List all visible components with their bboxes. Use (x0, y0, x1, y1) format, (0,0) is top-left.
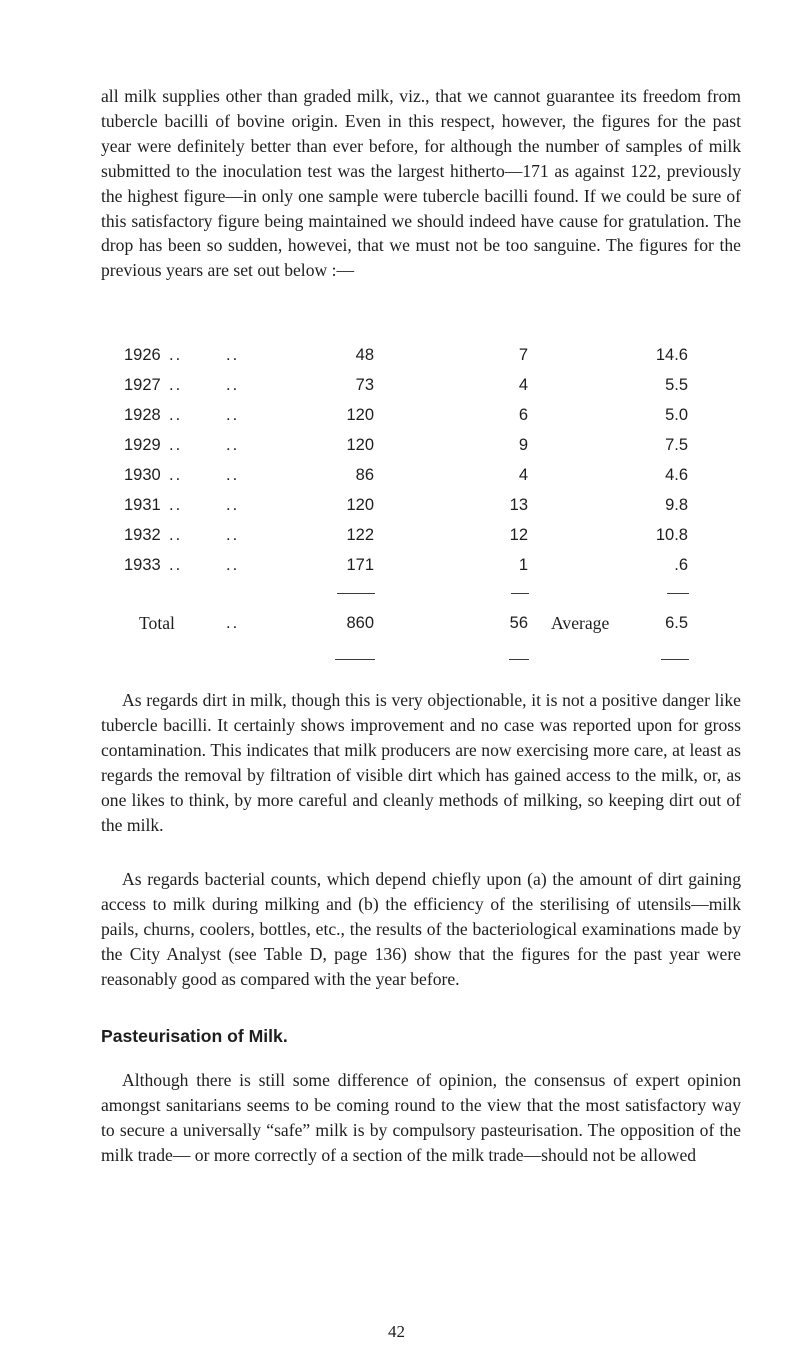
leader-dots: .. (226, 526, 240, 544)
leader-dots: .. (169, 376, 183, 394)
found-cell: 13 (509, 496, 528, 514)
tubercle-samples-table (0, 344, 800, 674)
leader-dots: .. (226, 346, 240, 364)
total-label: Total (139, 613, 175, 633)
leader-dots: .. (169, 406, 183, 424)
sum-rule (335, 659, 375, 660)
samples-cell: 120 (346, 406, 374, 424)
found-cell: 1 (518, 556, 528, 574)
samples-cell: 86 (355, 466, 374, 484)
found-cell: 6 (518, 406, 528, 424)
table-row (0, 434, 800, 456)
percent-cell: 14.6 (655, 346, 688, 364)
found-cell: 12 (509, 526, 528, 544)
year-cell: 1929 (124, 436, 161, 454)
page-number: 42 (388, 1322, 405, 1341)
total-samples: 860 (346, 614, 374, 632)
percent-cell: 4.6 (665, 466, 688, 484)
leader-dots: .. (169, 436, 183, 454)
paragraph-tubercle-bacilli: all milk supplies other than graded milk, viz., that we cannot guarantee its freedom from tubercle bacilli of bovine origin. Even in this respect, however, the figures for the past year were definitely better than ever before, for although the number of samples of milk submitted to the inoculation test was the largest hitherto—171 as against 122, previously the highest figure—in only one sample were tubercle bacilli found. If we could be sure of this satisfactory figure being maintained we should indeed have cause for gratulation. The drop has been so sudden, howevei, that we must not be too sanguine. The figures for the previous years are set out below :— (101, 86, 741, 281)
average-percent: 6.5 (665, 614, 688, 632)
sum-rule (667, 593, 689, 594)
percent-cell: 5.5 (665, 376, 688, 394)
sum-rule (337, 593, 375, 594)
leader-dots: .. (226, 466, 240, 484)
leader-dots: .. (226, 436, 240, 454)
samples-cell: 122 (346, 526, 374, 544)
year-cell: 1926 (124, 346, 161, 364)
sum-rule (509, 659, 529, 660)
percent-cell: .6 (674, 556, 688, 574)
found-cell: 7 (518, 346, 528, 364)
found-cell: 9 (518, 436, 528, 454)
percent-cell: 10.8 (655, 526, 688, 544)
year-cell: 1927 (124, 376, 161, 394)
samples-cell: 120 (346, 496, 374, 514)
table-row (0, 494, 800, 516)
year-cell: 1930 (124, 466, 161, 484)
percent-cell: 5.0 (665, 406, 688, 424)
table-row (0, 464, 800, 486)
total-found: 56 (509, 614, 528, 632)
table-row (0, 344, 800, 366)
leader-dots: .. (169, 346, 183, 364)
total-row (0, 612, 800, 634)
leader-dots: .. (169, 496, 183, 514)
percent-cell: 9.8 (665, 496, 688, 514)
paragraph-bacterial-counts: As regards bacterial counts, which depend chiefly upon (a) the amount of dirt gaining access to milk during milking and (b) the efficiency of the sterilising of utensils—milk pails, churns, coolers, bottles, etc., the results of the bacteriological examinations made by the City Analyst (see Table D, page 136) show that the figures for the past year were reasonably good as compared with the year before. (101, 869, 741, 989)
sum-rule (511, 593, 529, 594)
year-cell: 1932 (124, 526, 161, 544)
leader-dots: .. (226, 614, 240, 632)
table-row (0, 554, 800, 576)
found-cell: 4 (518, 466, 528, 484)
leader-dots: .. (226, 406, 240, 424)
samples-cell: 120 (346, 436, 374, 454)
average-label: Average (551, 613, 610, 633)
year-cell: 1931 (124, 496, 161, 514)
leader-dots: .. (169, 526, 183, 544)
section-heading: Pasteurisation of Milk. (101, 1026, 288, 1046)
samples-cell: 171 (346, 556, 374, 574)
table-row (0, 404, 800, 426)
leader-dots: .. (226, 496, 240, 514)
samples-cell: 73 (355, 376, 374, 394)
paragraph-dirt-in-milk: As regards dirt in milk, though this is very objectionable, it is not a positive danger like tubercle bacilli. It certainly shows improvement and no case was reported upon for gross contamination. This indicates that milk producers are now exercising more care, at least as regards the removal by filtration of visible dirt which has gained access to the milk, or, as one likes to think, by more careful and cleanly methods of milking, so keeping dirt out of the milk. (101, 690, 741, 835)
samples-cell: 48 (355, 346, 374, 364)
leader-dots: .. (226, 556, 240, 574)
leader-dots: .. (226, 376, 240, 394)
year-cell: 1928 (124, 406, 161, 424)
percent-cell: 7.5 (665, 436, 688, 454)
year-cell: 1933 (124, 556, 161, 574)
paragraph-pasteurisation: Although there is still some difference of opinion, the consensus of expert opinion amongst sanitarians seems to be coming round to the view that the most satisfactory way to secure a universally “safe” milk is by compulsory pasteurisation. The opposition of the milk trade— or more correctly of a section of the milk trade—should not be allowed (101, 1070, 741, 1165)
table-row (0, 374, 800, 396)
found-cell: 4 (518, 376, 528, 394)
table-row (0, 524, 800, 546)
leader-dots: .. (169, 466, 183, 484)
sum-rule (661, 659, 689, 660)
leader-dots: .. (169, 556, 183, 574)
